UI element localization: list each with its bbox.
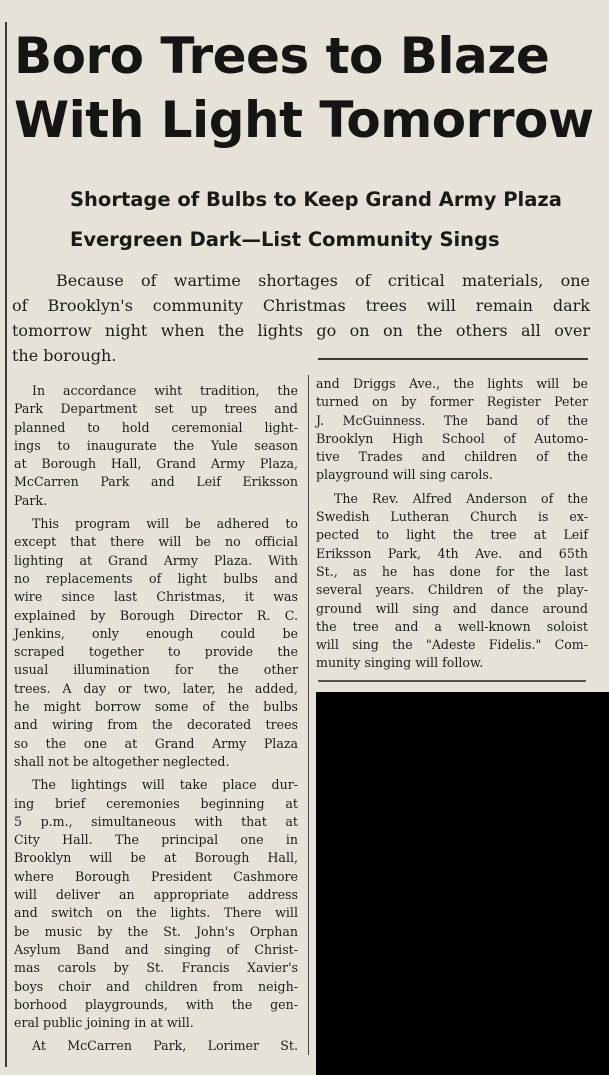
text-line: McCarren Park and Leif Eriksson <box>14 474 298 490</box>
text-line: shall not be altogether neglected. <box>14 753 230 769</box>
subheadline-line: Evergreen Dark—List Community Sings <box>70 228 500 251</box>
subheadline <box>70 180 590 260</box>
text-line: trees. A day or two, later, he added, <box>14 680 298 696</box>
text-line: where Borough President Cashmore <box>14 868 298 884</box>
end-rule <box>318 680 586 682</box>
headline <box>14 24 594 152</box>
text-line: explained by Borough Director R. C. <box>14 607 298 623</box>
text-line: scraped together to provide the <box>14 644 298 660</box>
text-line: borhood playgrounds, with the gen- <box>14 996 298 1012</box>
text-line: several years. Children of the play- <box>316 582 588 598</box>
paragraph <box>316 375 588 485</box>
text-line: mas carols by St. Francis Xavier's <box>14 960 298 976</box>
text-line: tive Trades and children of the <box>316 449 588 465</box>
text-line: Swedish Lutheran Church is ex- <box>316 509 588 525</box>
lede-paragraph <box>12 268 590 368</box>
text-line: so the one at Grand Army Plaza <box>14 735 298 751</box>
text-line: Eriksson Park, 4th Ave. and 65th <box>316 545 588 561</box>
text-line: ings to inaugurate the Yule season <box>14 437 298 453</box>
text-line: at Borough Hall, Grand Army Plaza, <box>14 456 298 472</box>
text-line: he might borrow some of the bulbs <box>14 699 298 715</box>
text-line: Brooklyn High School of Automo- <box>316 430 588 446</box>
text-line: munity singing will follow. <box>316 655 484 671</box>
text-line: usual illumination for the other <box>14 662 298 678</box>
text-line: and switch on the lights. There will <box>14 905 298 921</box>
article-column-right <box>316 375 588 673</box>
text-line: no replacements of light bulbs and <box>14 570 298 586</box>
paragraph <box>316 490 588 673</box>
text-line: Asylum Band and singing of Christ- <box>14 941 298 957</box>
text-line: City Hall. The principal one in <box>14 832 298 848</box>
text-line: and Driggs Ave., the lights will be <box>316 376 588 391</box>
text-line: the tree and a well-known soloist <box>316 618 588 634</box>
text-line: planned to hold ceremonial light- <box>14 419 298 435</box>
text-line: J. McGuinness. The band of the <box>316 412 588 428</box>
text-line: will deliver an appropriate address <box>14 887 298 903</box>
column-divider <box>308 375 309 1055</box>
text-line: In accordance wiht tradition, the <box>32 383 298 398</box>
subheadline-line: Shortage of Bulbs to Keep Grand Army Plaza <box>70 188 562 211</box>
text-line: playground will sing carols. <box>316 467 493 483</box>
text-line: pected to light the tree at Leif <box>316 527 588 543</box>
text-line: 5 p.m., simultaneous with that at <box>14 813 298 829</box>
text-line: ing brief ceremonies beginning at <box>14 795 298 811</box>
text-line: St., as he has done for the last <box>316 563 588 579</box>
text-line: ground will sing and dance around <box>316 600 588 616</box>
text-line: Jenkins, only enough could be <box>14 625 298 641</box>
text-line: The lightings will take place dur- <box>32 777 298 793</box>
paragraph <box>14 1037 298 1055</box>
text-line: turned on by former Register Peter <box>316 394 588 410</box>
text-line: eral public joining in at will. <box>14 1015 194 1031</box>
lede-line: Because of wartime shortages of critical materials, one <box>56 271 590 290</box>
article-column-left <box>14 382 298 1056</box>
lede-line: tomorrow night when the lights go on on the others all over <box>12 321 590 340</box>
text-line: and wiring from the decorated trees <box>14 717 298 733</box>
text-line: except that there will be no official <box>14 534 298 550</box>
text-line: This program will be adhered to <box>32 516 298 532</box>
column-rule-left <box>5 22 7 1067</box>
text-line: At McCarren Park, Lorimer St. <box>32 1038 298 1054</box>
text-line: be music by the St. John's Orphan <box>14 923 298 939</box>
text-line: lighting at Grand Army Plaza. With <box>14 552 298 568</box>
section-rule <box>318 358 588 360</box>
text-line: Brooklyn will be at Borough Hall, <box>14 850 298 866</box>
headline-line: With Light Tomorrow <box>14 91 594 149</box>
lede-line: of Brooklyn's community Christmas trees will remain dark <box>12 296 590 315</box>
text-line: Park. <box>14 492 48 508</box>
blank-region <box>316 692 609 1075</box>
paragraph <box>14 515 298 771</box>
headline-line: Boro Trees to Blaze <box>14 27 550 85</box>
text-line: wire since last Christmas, it was <box>14 589 298 605</box>
lede-line: the borough. <box>12 346 117 365</box>
text-line: The Rev. Alfred Anderson of the <box>334 490 588 506</box>
text-line: boys choir and children from neigh- <box>14 978 298 994</box>
text-line: Park Department set up trees and <box>14 401 298 417</box>
paragraph <box>14 776 298 1032</box>
text-line: will sing the "Adeste Fidelis." Com- <box>316 637 588 653</box>
paragraph <box>14 382 298 510</box>
